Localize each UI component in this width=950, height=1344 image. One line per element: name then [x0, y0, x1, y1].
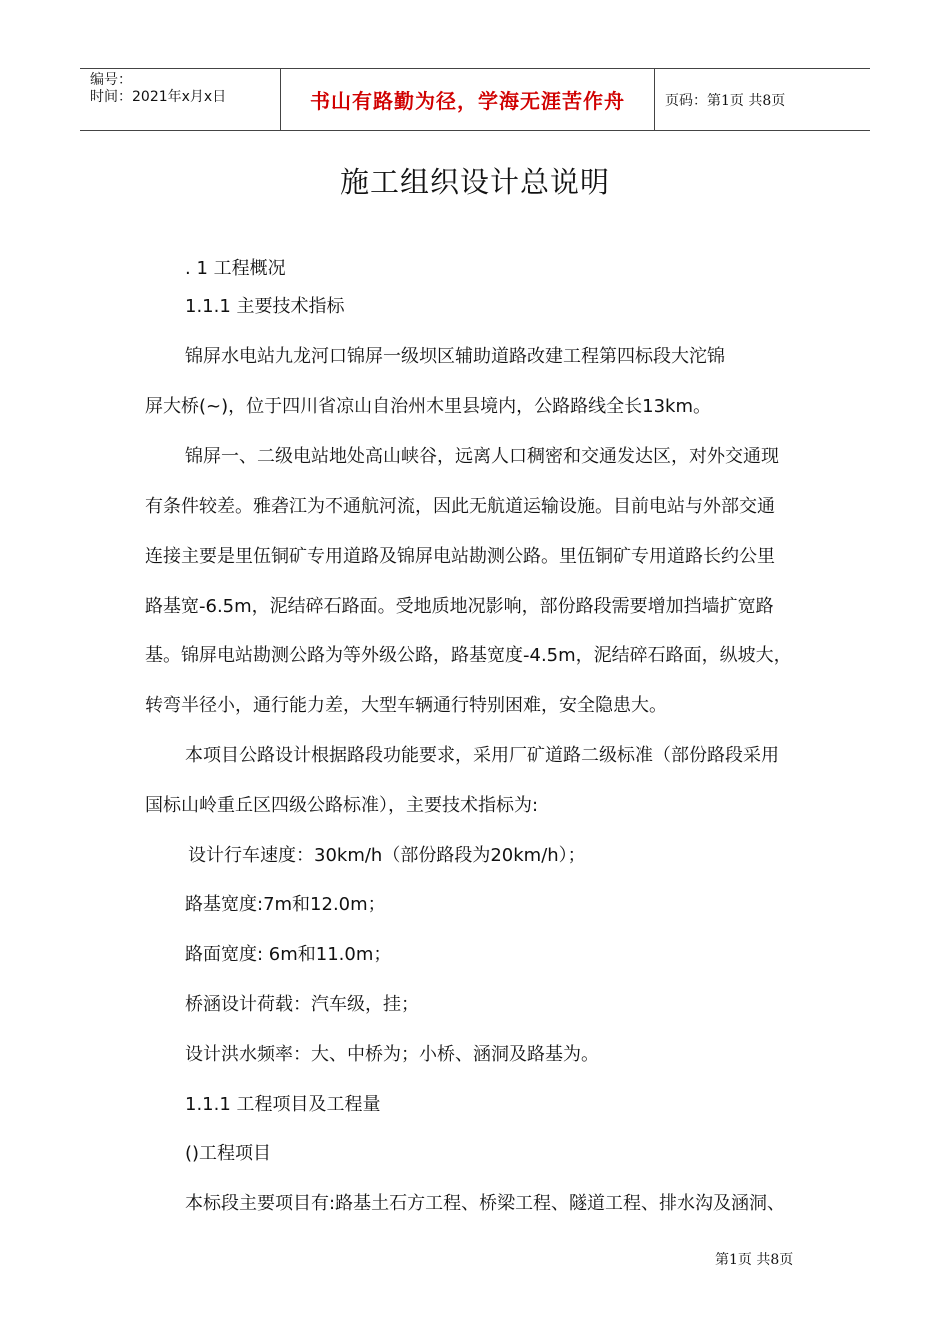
header-meta-cell: [80, 69, 281, 130]
paragraph-line: 锦屏一、二级电站地处高山峡谷，远离人口稠密和交通发达区，对外交通现: [185, 446, 779, 467]
paragraph-line: 连接主要是里伍铜矿专用道路及锦屏电站勘测公路。里伍铜矿专用道路长约公里: [145, 546, 775, 567]
document-date: 时间：2021年x月x日: [90, 89, 227, 105]
document-title: 施工组织设计总说明: [339, 165, 610, 199]
header-page-cell: [655, 69, 870, 130]
paragraph-line: 路基宽-6.5m，泥结碎石路面。受地质地况影响，部份路段需要增加挡墙扩宽路: [145, 596, 774, 617]
paragraph-line: 本项目公路设计根据路段功能要求，采用厂矿道路二级标准（部份路段采用: [185, 745, 779, 766]
paragraph-line: 基。锦屏电站勘测公路为等外级公路，路基宽度-4.5m，泥结碎石路面，纵坡大，: [145, 645, 792, 666]
paragraph-line: 屏大桥(~)，位于四川省凉山自治州木里县境内，公路路线全长13km。: [145, 396, 711, 417]
paragraph-line: 有条件较差。雅砻江为不通航河流，因此无航道运输设施。目前电站与外部交通: [145, 496, 775, 517]
paragraph-line: 国标山岭重丘区四级公路标准），主要技术指标为:: [145, 795, 539, 816]
header-motto-cell: [281, 69, 655, 130]
spec-item: 设计行车速度：30km/h（部份路段为20km/h）；: [188, 845, 586, 866]
spec-item: 桥涵设计荷载：汽车级，挂；: [185, 994, 419, 1015]
page-header: [80, 68, 870, 131]
subsection-heading: ()工程项目: [185, 1143, 272, 1164]
spec-item: 设计洪水频率：大、中桥为；小桥、涵洞及路基为。: [185, 1044, 599, 1065]
subsection-heading: 1.1.1 工程项目及工程量: [185, 1094, 381, 1115]
paragraph-line: 转弯半径小，通行能力差，大型车辆通行特别困难，安全隐患大。: [145, 695, 667, 716]
paragraph-line: 锦屏水电站九龙河口锦屏一级坝区辅助道路改建工程第四标段大沱锦: [185, 346, 725, 367]
header-page-info: 页码：第1页 共8页: [665, 92, 786, 109]
spec-item: 路基宽度:7m和12.0m；: [185, 894, 386, 915]
subsection-heading: 1.1.1 主要技术指标: [185, 296, 345, 317]
section-heading: . 1 工程概况: [185, 258, 286, 279]
page-footer: 第1页 共8页: [715, 1252, 794, 1268]
document-number: 编号：: [90, 72, 132, 88]
spec-item: 路面宽度: 6m和11.0m；: [185, 944, 392, 965]
header-motto: 书山有路勤为径，学海无涯苦作舟: [310, 89, 625, 113]
paragraph-line: 本标段主要项目有:路基土石方工程、桥梁工程、隧道工程、排水沟及涵洞、: [185, 1193, 786, 1214]
